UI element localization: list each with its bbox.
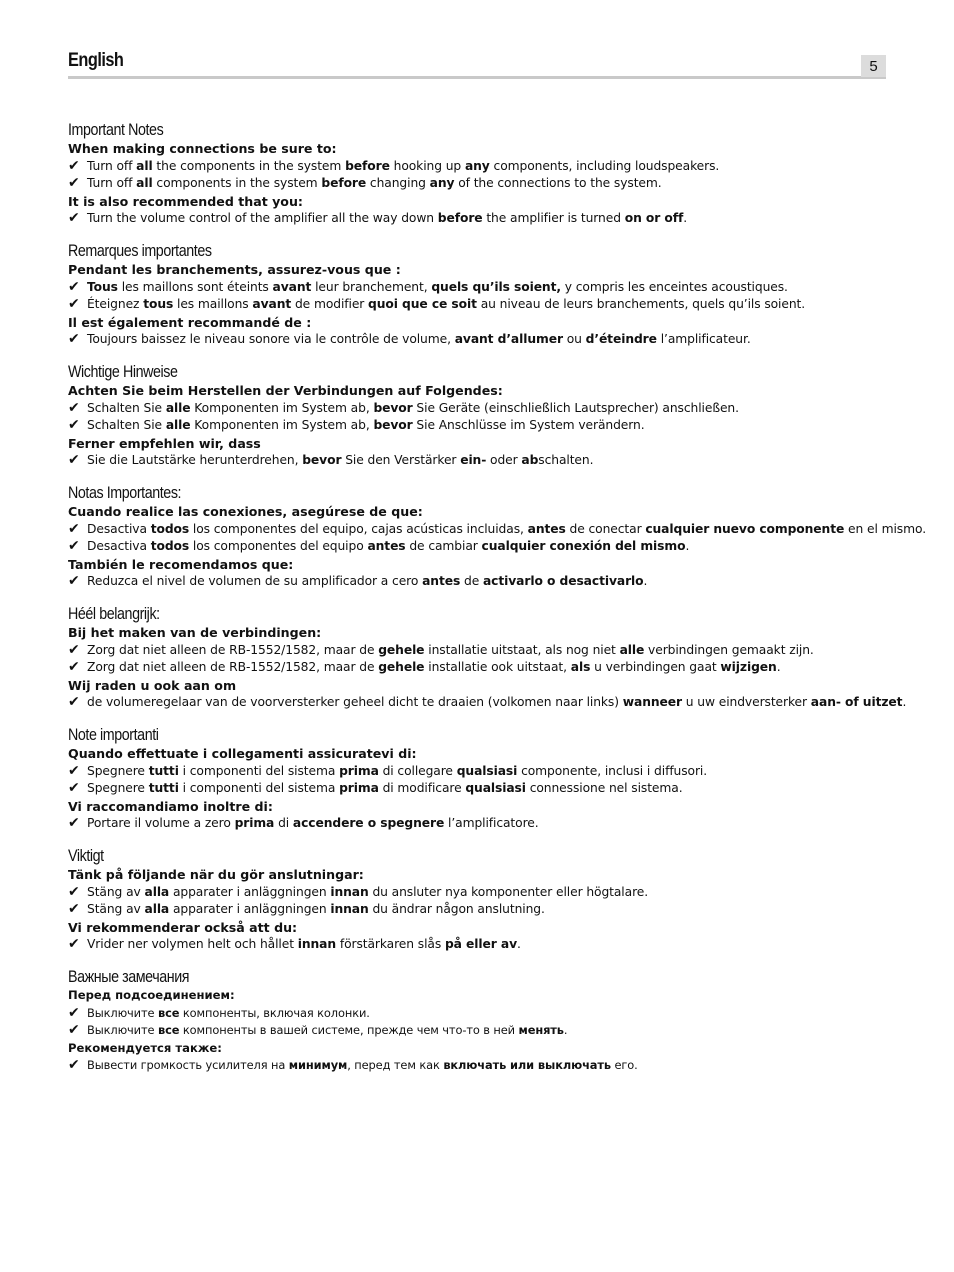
- emphasis-text: antes: [367, 539, 406, 553]
- item-text: verbindingen gemaakt zijn.: [644, 642, 814, 657]
- check-mark-icon: ✔: [68, 659, 80, 675]
- list-item: [68, 400, 888, 418]
- check-mark-icon: ✔: [68, 780, 80, 796]
- emphasis-text: все: [157, 1023, 180, 1037]
- item-text: .: [776, 660, 781, 674]
- section-title: Important Notes: [68, 120, 164, 139]
- emphasis-text: d’éteindre: [585, 332, 657, 346]
- emphasis-text: alle: [619, 642, 645, 657]
- list-item: [68, 279, 888, 297]
- item-text: Sie den Verstärker: [341, 453, 461, 467]
- header-rule: [68, 76, 886, 79]
- section-title: Héél belangrijk:: [68, 604, 160, 623]
- page-number: 5: [861, 55, 886, 77]
- item-text: Sie Anschlüsse im System verändern.: [412, 418, 645, 432]
- list-item: [68, 694, 907, 712]
- check-mark-icon: ✔: [68, 417, 80, 433]
- check-mark-icon: ✔: [68, 694, 80, 710]
- item-text: of the connections to the system.: [454, 176, 662, 190]
- section-subheading: Wij raden u ook aan om: [68, 677, 237, 693]
- item-text: oder: [486, 453, 522, 467]
- emphasis-text: todos: [150, 539, 190, 553]
- emphasis-text: tous: [143, 297, 174, 311]
- item-text: компоненты, включая колонки.: [179, 1005, 370, 1020]
- section-subheading: Ferner empfehlen wir, dass: [68, 435, 261, 451]
- item-text: los componentes del equipo, cajas acústicas incluidas,: [189, 521, 528, 536]
- emphasis-text: ab: [521, 453, 539, 467]
- emphasis-text: включать или выключать: [443, 1058, 611, 1072]
- item-text: du ändrar någon anslutning.: [368, 902, 545, 916]
- check-mark-icon: ✔: [68, 815, 80, 831]
- emphasis-text: als: [570, 660, 591, 674]
- emphasis-text: any: [429, 176, 455, 190]
- list-item: [68, 659, 888, 677]
- item-text: en el mismo.: [844, 521, 926, 536]
- emphasis-text: tutti: [148, 781, 179, 795]
- item-text: schalten.: [538, 453, 594, 467]
- item-text: de: [460, 574, 483, 588]
- item-text: u verbindingen gaat: [590, 660, 721, 674]
- item-text: Stäng av: [87, 884, 145, 899]
- item-text: di: [274, 816, 293, 830]
- emphasis-text: todos: [150, 521, 190, 536]
- page-header-title: English: [68, 50, 124, 71]
- emphasis-text: ein-: [460, 453, 487, 467]
- list-item: [68, 210, 888, 228]
- item-text: du ansluter nya komponenter eller högtalare.: [368, 884, 649, 899]
- check-mark-icon: ✔: [68, 210, 80, 226]
- check-mark-icon: ✔: [68, 296, 80, 312]
- check-mark-icon: ✔: [68, 399, 80, 416]
- check-mark-icon: ✔: [68, 901, 80, 917]
- emphasis-text: cualquier nuevo componente: [645, 521, 845, 536]
- section-title: Важные замечания: [68, 967, 190, 986]
- notes-section: [68, 120, 888, 228]
- check-mark-icon: ✔: [68, 883, 80, 900]
- emphasis-text: quels qu’ils soient,: [431, 279, 561, 294]
- item-text: Spegnere: [87, 763, 149, 778]
- check-mark-icon: ✔: [68, 1004, 80, 1021]
- emphasis-text: gehele: [378, 642, 425, 657]
- notes-section: [68, 967, 888, 1075]
- section-title: Viktigt: [68, 846, 104, 865]
- item-text: i componenti del sistema: [178, 781, 340, 795]
- item-text: u uw eindversterker: [681, 695, 811, 709]
- item-text: .: [643, 574, 648, 588]
- item-text: , перед тем как: [347, 1058, 444, 1072]
- emphasis-text: менять: [518, 1023, 564, 1037]
- item-text: de modifier: [291, 297, 369, 311]
- section-subheading: Cuando realice las conexiones, asegúrese de que:: [68, 504, 423, 519]
- emphasis-text: wijzigen: [720, 660, 777, 674]
- notes-section: [68, 241, 888, 349]
- item-text: l’amplificateur.: [656, 332, 751, 346]
- item-text: Stäng av: [87, 902, 145, 916]
- notes-section: [68, 362, 888, 470]
- section-subheading: It is also recommended that you:: [68, 193, 303, 209]
- emphasis-text: aan- of uitzet: [810, 695, 903, 709]
- item-text: Schalten Sie: [87, 400, 166, 415]
- item-text: de conectar: [565, 521, 646, 536]
- emphasis-text: any: [464, 158, 490, 173]
- item-text: the amplifier is turned: [482, 211, 625, 225]
- emphasis-text: all: [136, 158, 153, 173]
- item-text: connessione nel sistema.: [525, 781, 683, 795]
- item-text: di collegare: [378, 763, 457, 778]
- item-text: .: [683, 211, 688, 225]
- item-text: Portare il volume a zero: [87, 816, 235, 830]
- notes-section: [68, 846, 888, 954]
- check-mark-icon: ✔: [68, 762, 80, 779]
- emphasis-text: antes: [422, 574, 461, 588]
- check-mark-icon: ✔: [68, 573, 80, 589]
- check-mark-icon: ✔: [68, 641, 80, 658]
- section-subheading: When making connections be sure to:: [68, 141, 337, 156]
- item-text: Komponenten im System ab,: [190, 418, 374, 432]
- emphasis-text: gehele: [378, 660, 425, 674]
- item-text: de volumeregelaar van de voorversterker geheel dicht te draaien (volkomen naar links): [87, 695, 623, 709]
- section-subheading: Achten Sie beim Herstellen der Verbindungen auf Folgendes:: [68, 383, 503, 398]
- section-title: Note importanti: [68, 725, 159, 744]
- item-text: de cambiar: [405, 539, 482, 553]
- check-mark-icon: ✔: [68, 936, 80, 952]
- section-subheading: Рекомендуется также:: [68, 1040, 222, 1055]
- emphasis-text: accendere o spegnere: [292, 816, 445, 830]
- emphasis-text: innan: [330, 884, 369, 899]
- emphasis-text: prima: [339, 781, 379, 795]
- emphasis-text: prima: [339, 763, 379, 778]
- item-text: Reduzca el nivel de volumen de su amplificador a cero: [87, 574, 423, 588]
- notes-section: [68, 604, 907, 712]
- list-item: [68, 763, 888, 781]
- list-item: [68, 452, 888, 470]
- section-title: Remarques importantes: [68, 241, 212, 260]
- item-text: Desactiva: [87, 521, 151, 536]
- list-item: [68, 175, 888, 193]
- emphasis-text: alle: [165, 418, 191, 432]
- emphasis-text: all: [136, 176, 153, 190]
- item-text: apparater i anläggningen: [169, 902, 331, 916]
- emphasis-text: qualsiasi: [456, 763, 518, 778]
- item-text: installatie uitstaat, als nog niet: [424, 642, 620, 657]
- list-item: [68, 1057, 888, 1075]
- item-text: los componentes del equipo: [189, 539, 368, 553]
- item-text: i componenti del sistema: [178, 763, 340, 778]
- item-text: Spegnere: [87, 781, 149, 795]
- section-subheading: Vi rekommenderar också att du:: [68, 919, 298, 935]
- section-subheading: Bij het maken van de verbindingen:: [68, 625, 322, 640]
- section-subheading: También le recomendamos que:: [68, 556, 294, 572]
- item-text: au niveau de leurs branchements, quels qu’ils soient.: [476, 297, 806, 311]
- section-subheading: Quando effettuate i collegamenti assicuratevi di:: [68, 746, 417, 761]
- item-text: Sie Geräte (einschließlich Lautsprecher) anschließen.: [412, 400, 739, 415]
- emphasis-text: qualsiasi: [465, 781, 526, 795]
- item-text: apparater i anläggningen: [169, 884, 331, 899]
- list-item: [68, 901, 888, 919]
- section-subheading: Il est également recommandé de :: [68, 314, 312, 330]
- item-text: componente, inclusi i diffusori.: [517, 763, 708, 778]
- item-text: hooking up: [389, 158, 465, 173]
- emphasis-text: alle: [165, 400, 191, 415]
- emphasis-text: все: [157, 1005, 180, 1020]
- item-text: di modificare: [378, 781, 466, 795]
- section-title: Notas Importantes:: [68, 483, 182, 502]
- item-text: Выключите: [87, 1005, 158, 1020]
- item-text: Выключите: [87, 1023, 158, 1037]
- list-item: [68, 573, 888, 591]
- check-mark-icon: ✔: [68, 331, 80, 347]
- emphasis-text: before: [437, 211, 483, 225]
- item-text: Vrider ner volymen helt och hållet: [87, 937, 298, 951]
- list-item: [68, 642, 888, 660]
- list-item: [68, 1022, 888, 1040]
- emphasis-text: quoi que ce soit: [368, 297, 477, 311]
- check-mark-icon: ✔: [68, 1022, 80, 1038]
- item-text: Éteignez: [87, 297, 144, 311]
- item-text: les maillons sont éteints: [117, 279, 273, 294]
- item-text: components, including loudspeakers.: [489, 158, 720, 173]
- item-text: Вывести громкость усилителя на: [87, 1058, 289, 1072]
- notes-section: [68, 483, 926, 591]
- emphasis-text: activarlo o desactivarlo: [482, 574, 644, 588]
- check-mark-icon: ✔: [68, 175, 80, 191]
- emphasis-text: alla: [144, 902, 170, 916]
- emphasis-text: bevor: [373, 418, 413, 432]
- item-text: ou: [562, 332, 586, 346]
- item-text: changing: [366, 176, 430, 190]
- emphasis-text: avant: [272, 279, 312, 294]
- list-item: [68, 780, 888, 798]
- item-text: Toujours baissez le niveau sonore via le contrôle de volume,: [87, 332, 455, 346]
- item-text: leur branchement,: [311, 279, 432, 294]
- item-text: Sie die Lautstärke herunterdrehen,: [87, 453, 303, 467]
- section-subheading: Pendant les branchements, assurez-vous que :: [68, 262, 401, 277]
- check-mark-icon: ✔: [68, 278, 80, 295]
- item-text: installatie ook uitstaat,: [424, 660, 571, 674]
- item-text: Zorg dat niet alleen de RB-1552/1582, maar de: [87, 642, 379, 657]
- item-text: .: [685, 539, 690, 553]
- list-item: [68, 331, 888, 349]
- emphasis-text: alla: [144, 884, 170, 899]
- list-item: [68, 417, 888, 435]
- check-mark-icon: ✔: [68, 1057, 80, 1073]
- list-item: [68, 520, 926, 539]
- item-text: Turn off: [87, 158, 137, 173]
- item-text: the components in the system: [152, 158, 346, 173]
- emphasis-text: минимум: [288, 1058, 348, 1072]
- item-text: компоненты в вашей системе, прежде чем что-то в ней: [179, 1023, 519, 1037]
- check-mark-icon: ✔: [68, 452, 80, 468]
- item-text: Turn off: [87, 176, 137, 190]
- emphasis-text: cualquier conexión del mismo: [481, 539, 686, 553]
- emphasis-text: Tous: [87, 279, 118, 294]
- item-text: l’amplificatore.: [444, 816, 539, 830]
- emphasis-text: antes: [527, 521, 566, 536]
- emphasis-text: bevor: [373, 400, 413, 415]
- section-subheading: Перед подсоединением:: [68, 988, 235, 1002]
- emphasis-text: innan: [330, 902, 369, 916]
- item-text: y compris les enceintes acoustiques.: [560, 279, 788, 294]
- item-text: components in the system: [152, 176, 322, 190]
- emphasis-text: på eller av: [444, 937, 517, 951]
- notes-section: [68, 725, 888, 833]
- list-item: [68, 815, 888, 833]
- item-text: Komponenten im System ab,: [190, 400, 374, 415]
- emphasis-text: before: [321, 176, 367, 190]
- item-text: Zorg dat niet alleen de RB-1552/1582, maar de: [87, 660, 379, 674]
- item-text: .: [902, 695, 907, 709]
- item-text: Turn the volume control of the amplifier all the way down: [87, 211, 438, 225]
- list-item: [68, 936, 888, 954]
- list-item: [68, 1005, 888, 1023]
- list-item: [68, 158, 888, 176]
- list-item: [68, 296, 888, 314]
- check-mark-icon: ✔: [68, 538, 80, 554]
- emphasis-text: innan: [297, 937, 337, 951]
- emphasis-text: avant: [252, 297, 292, 311]
- emphasis-text: avant d’allumer: [454, 332, 563, 346]
- list-item: [68, 884, 888, 902]
- section-subheading: Vi raccomandiamo inoltre di:: [68, 798, 273, 814]
- emphasis-text: prima: [234, 816, 275, 830]
- emphasis-text: tutti: [148, 763, 179, 778]
- check-mark-icon: ✔: [68, 157, 80, 174]
- item-text: Schalten Sie: [87, 418, 166, 432]
- notes-content: [68, 120, 926, 1075]
- section-title: Wichtige Hinweise: [68, 362, 178, 381]
- check-mark-icon: ✔: [68, 520, 80, 537]
- list-item: [68, 538, 888, 556]
- item-text: förstärkaren slås: [336, 937, 445, 951]
- emphasis-text: wanneer: [622, 695, 682, 709]
- item-text: .: [563, 1023, 568, 1037]
- item-text: Desactiva: [87, 539, 151, 553]
- item-text: его.: [610, 1058, 638, 1072]
- emphasis-text: before: [345, 158, 390, 173]
- emphasis-text: bevor: [302, 453, 342, 467]
- item-text: les maillons: [173, 297, 253, 311]
- section-subheading: Tänk på följande när du gör anslutningar:: [68, 867, 364, 882]
- item-text: .: [517, 937, 521, 951]
- emphasis-text: on or off: [624, 211, 684, 225]
